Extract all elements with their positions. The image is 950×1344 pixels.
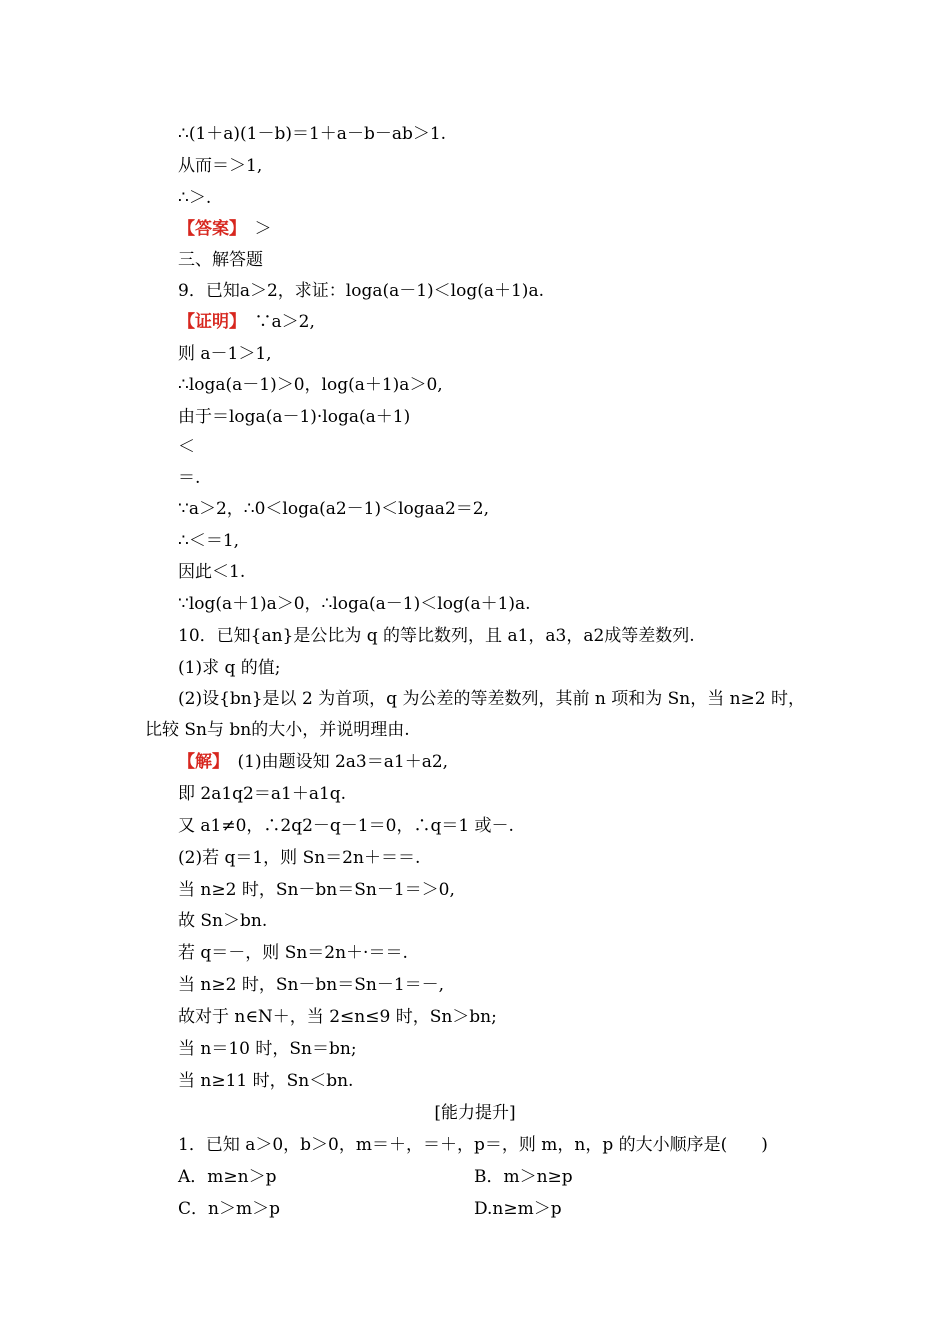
question-10: 10．已知{an}是公比为 q 的等比数列，且 a1，a3，a2成等差数列. [178,626,695,646]
question-1: 1．已知 a＞0，b＞0，m＝＋，＝＋，p＝，则 m，n，p 的大小顺序是( ) [178,1135,768,1155]
text-line: 当 n≥2 时，Sn－bn＝Sn－1＝＞0, [178,880,455,900]
solution-line [178,751,448,773]
option-c: C．n＞m＞p [178,1199,280,1219]
text-line: 故对于 n∈N＋，当 2≤n≤9 时，Sn＞bn; [178,1007,497,1027]
text-line: ∴loga(a－1)＞0，log(a＋1)a＞0, [178,375,443,395]
text-line: ∵log(a＋1)a＞0，∴loga(a－1)＜log(a＋1)a. [178,594,531,614]
text-line: (2)设{bn}是以 2 为首项，q 为公差的等差数列，其前 n 项和为 Sn，当 n≥2 时， [178,689,806,709]
solution-text: (1)由题设知 2a3＝a1＋a2, [220,752,449,772]
section-title: [能力提升] [434,1103,516,1123]
option-a: A．m≥n＞p [178,1167,277,1187]
text-line: 若 q＝－，则 Sn＝2n＋·＝＝. [178,943,408,963]
text-line: (1)求 q 的值; [178,658,281,678]
answer-tag: 【答案】 [178,219,238,239]
text-line: ∴＜＝1, [178,531,240,551]
text-line: 比较 Sn与 bn的大小，并说明理由. [145,720,410,740]
text-line: ∴(1＋a)(1－b)＝1＋a－b－ab＞1. [178,124,447,144]
proof-tag: 【证明】 [178,312,238,332]
text-line: ∴＞. [178,188,212,208]
option-b: B．m＞n≥p [474,1167,573,1187]
text-line: (2)若 q＝1，则 Sn＝2n＋＝＝. [178,848,421,868]
text-line: 因此＜1. [178,562,246,582]
option-d: D.n≥m＞p [474,1199,562,1219]
text-line: 由于＝loga(a－1)·loga(a＋1) [178,407,411,427]
text-line: ＜ [178,437,195,457]
proof-line [178,311,315,333]
question-9: 9．已知a＞2，求证：loga(a－1)＜log(a＋1)a. [178,281,544,301]
text-line: 当 n＝10 时，Sn＝bn; [178,1039,357,1059]
answer-text: ＞ [237,219,272,239]
text-line: ∵a＞2，∴0＜loga(a2－1)＜logaa2＝2, [178,499,489,519]
proof-text: ∵a＞2, [237,312,315,332]
text-line: 当 n≥2 时，Sn－bn＝Sn－1＝－, [178,975,445,995]
solution-tag: 【解】 [178,752,221,772]
text-line: 当 n≥11 时，Sn＜bn. [178,1071,354,1091]
text-line: 从而＝＞1, [178,156,263,176]
text-line: ＝. [178,468,201,488]
text-line: 则 a－1＞1, [178,344,272,364]
section-heading: 三、解答题 [178,250,263,270]
text-line: 又 a1≠0，∴2q2－q－1＝0，∴q＝1 或－. [178,816,514,836]
answer-line [178,218,272,240]
text-line: 故 Sn＞bn. [178,911,268,931]
text-line: 即 2a1q2＝a1＋a1q. [178,784,347,804]
